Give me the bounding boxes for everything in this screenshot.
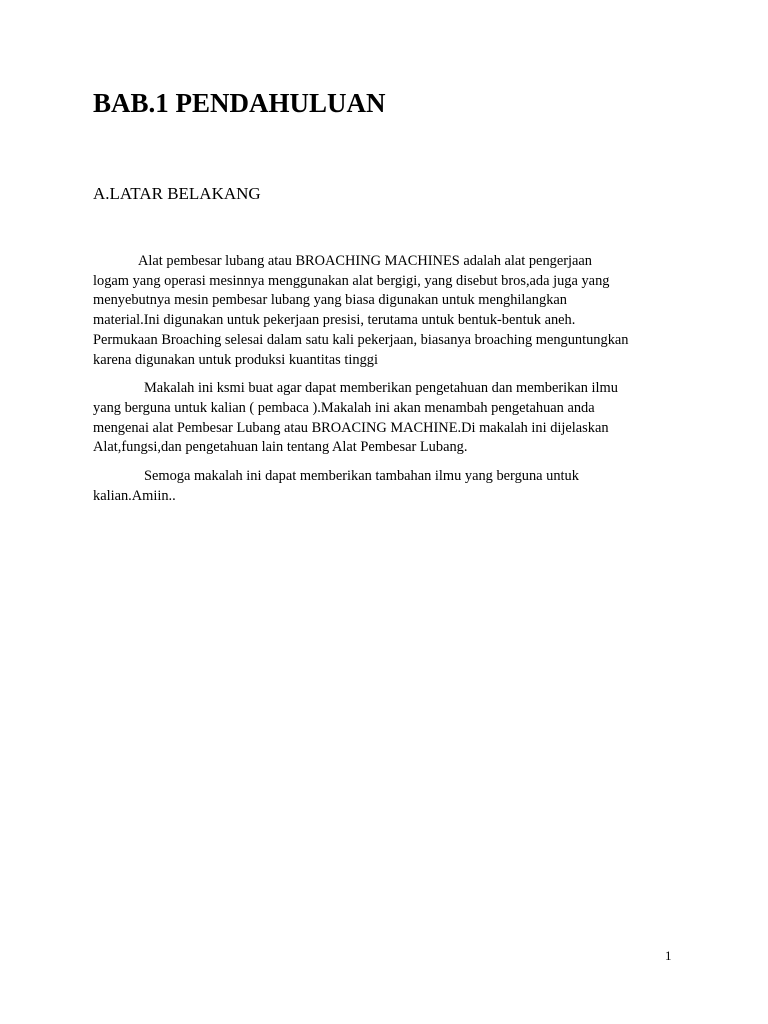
paragraph-line: Makalah ini ksmi buat agar dapat memberikan pengetahuan dan memberikan ilmu	[144, 380, 618, 397]
page-number: 1	[665, 948, 672, 963]
chapter-title: BAB.1 PENDAHULUAN	[93, 88, 386, 118]
paragraph-line: kalian.Amiin..	[93, 487, 176, 504]
paragraph-line: karena digunakan untuk produksi kuantitas tinggi	[93, 351, 378, 368]
paragraph-line: mengenai alat Pembesar Lubang atau BROACING MACHINE.Di makalah ini dijelaskan	[93, 419, 609, 436]
paragraph-line: material.Ini digunakan untuk pekerjaan presisi, terutama untuk bentuk-bentuk aneh.	[93, 312, 576, 329]
paragraph-line: yang berguna untuk kalian ( pembaca ).Makalah ini akan menambah pengetahuan anda	[93, 399, 595, 416]
section-heading: A.LATAR BELAKANG	[93, 184, 261, 203]
paragraph-purpose	[93, 379, 693, 458]
paragraph-line: Alat,fungsi,dan pengetahuan lain tentang Alat Pembesar Lubang.	[93, 439, 468, 456]
paragraph-line: Alat pembesar lubang atau BROACHING MACHINES adalah alat pengerjaan	[138, 253, 592, 269]
paragraph-intro	[93, 252, 693, 370]
paragraph-line: logam yang operasi mesinnya menggunakan alat bergigi, yang disebut bros,ada juga yang	[93, 272, 610, 289]
paragraph-closing	[93, 467, 693, 506]
paragraph-line: menyebutnya mesin pembesar lubang yang biasa digunakan untuk menghilangkan	[93, 292, 567, 309]
paragraph-line: Permukaan Broaching selesai dalam satu kali pekerjaan, biasanya broaching menguntungkan	[93, 331, 629, 348]
body-text	[93, 252, 693, 506]
paragraph-line: Semoga makalah ini dapat memberikan tambahan ilmu yang berguna untuk	[144, 468, 579, 485]
